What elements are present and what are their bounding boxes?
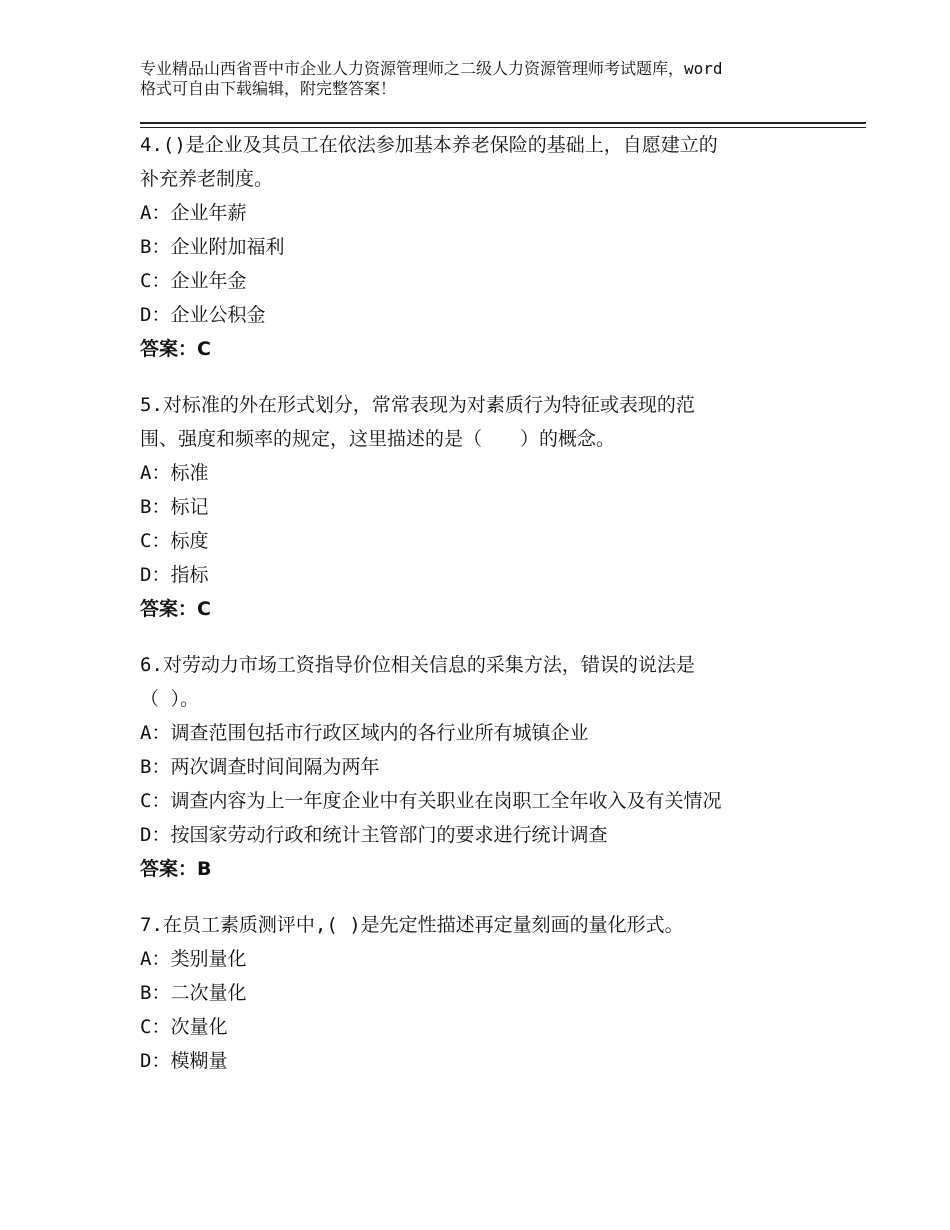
question-5 [140,388,840,626]
option-d: D：企业公积金 [140,304,266,326]
option-d: D：模糊量 [140,1050,228,1072]
option-b: B：标记 [140,496,209,518]
option-a: A：类别量化 [140,948,247,970]
option-b: B：两次调查时间间隔为两年 [140,756,380,778]
header-line-1: 专业精品山西省晋中市企业人力资源管理师之二级人力资源管理师考试题库，word [140,59,723,78]
option-c: C：调查内容为上一年度企业中有关职业在岗职工全年收入及有关情况 [140,790,722,812]
answer-label: 答案： [140,338,198,360]
question-stem: （ ）。 [140,688,199,710]
question-4 [140,128,840,366]
question-list [140,128,840,1100]
answer [140,332,840,366]
question-7 [140,908,840,1078]
question-stem: 5.对标准的外在形式划分，常常表现为对素质行为特征或表现的范 [140,394,695,416]
header-line-2: 格式可自由下载编辑，附完整答案！ [140,79,397,98]
question-stem: 6.对劳动力市场工资指导价位相关信息的采集方法，错误的说法是 [140,654,695,676]
question-stem: 7.在员工素质测评中,( )是先定性描述再定量刻画的量化形式。 [140,914,684,936]
option-b: B：二次量化 [140,982,247,1004]
answer [140,592,840,626]
question-6 [140,648,840,886]
option-b: B：企业附加福利 [140,236,285,258]
answer-label: 答案： [140,598,198,620]
answer-value: C [197,598,211,620]
question-stem: 补充养老制度。 [140,168,274,190]
option-c: C：企业年金 [140,270,247,292]
option-a: A：企业年薪 [140,202,247,224]
answer-value: B [197,858,212,880]
answer-value: C [197,338,211,360]
answer [140,852,840,886]
option-a: A：标准 [140,462,209,484]
option-d: D：按国家劳动行政和统计主管部门的要求进行统计调查 [140,824,608,846]
option-c: C：次量化 [140,1016,228,1038]
question-stem: 4.()是企业及其员工在依法参加基本养老保险的基础上，自愿建立的 [140,134,718,156]
page-header [140,59,840,99]
option-d: D：指标 [140,564,209,586]
option-c: C：标度 [140,530,209,552]
option-a: A：调查范围包括市行政区域内的各行业所有城镇企业 [140,722,589,744]
answer-label: 答案： [140,858,198,880]
question-stem: 围、强度和频率的规定，这里描述的是（ ）的概念。 [140,428,616,450]
header-rule-thick [140,122,866,124]
